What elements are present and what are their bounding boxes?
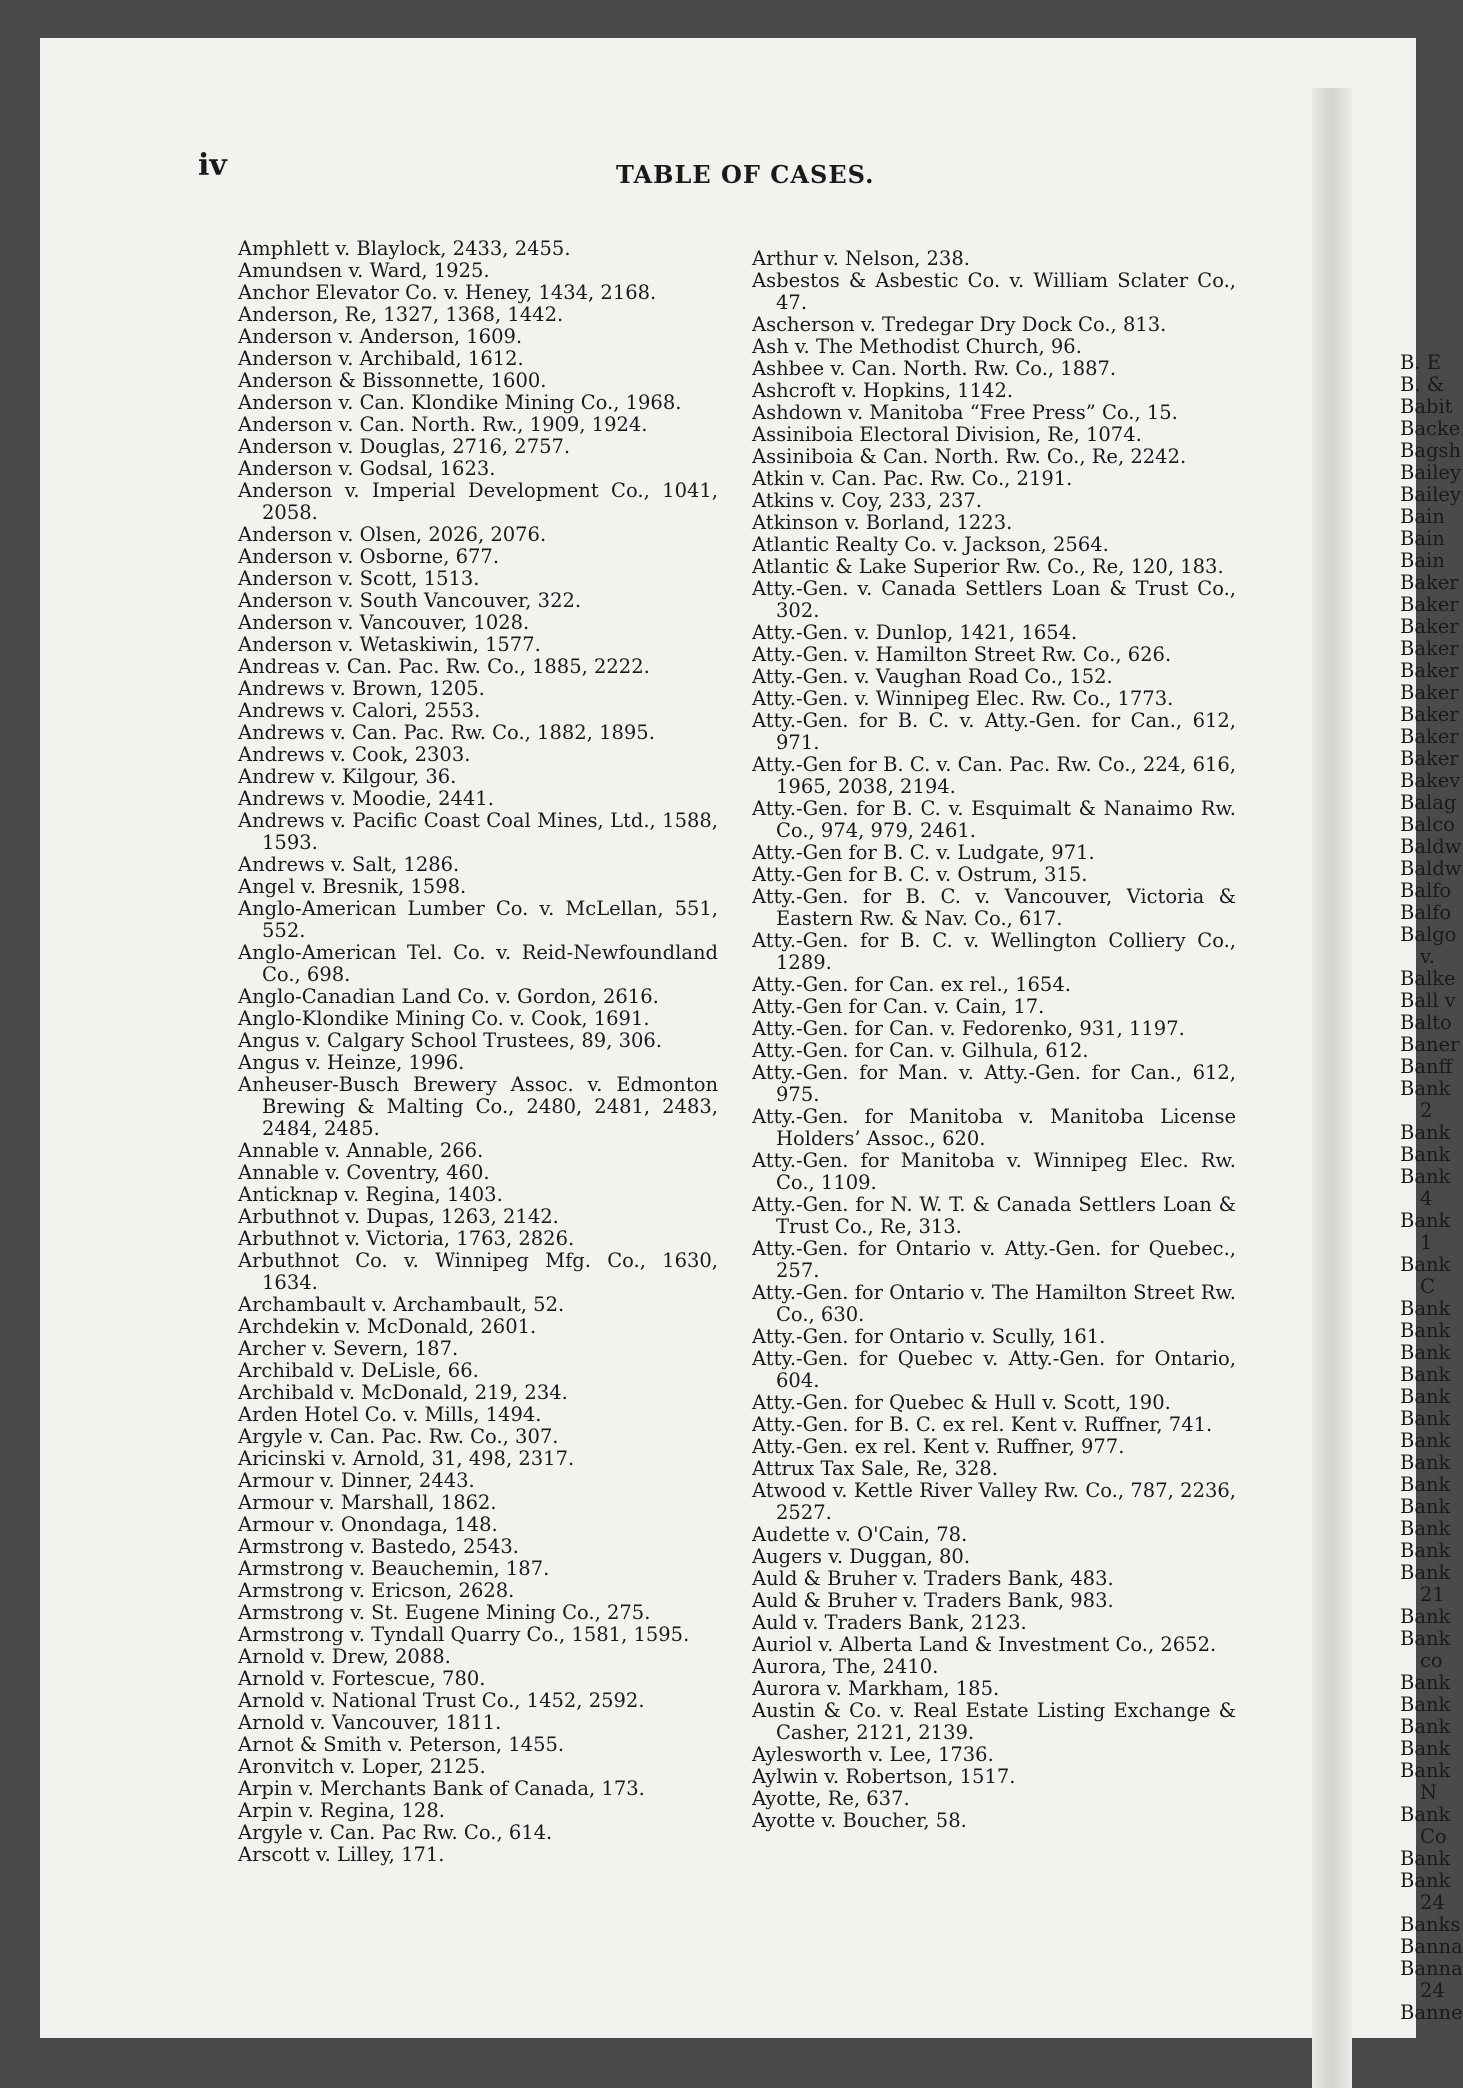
case-entry: Auriol v. Alberta Land & Investment Co., 2652.	[752, 1633, 1217, 1656]
case-entry: Atkins v. Coy, 233, 237.	[752, 489, 983, 512]
case-entry: Atty.-Gen for B. C. v. Ludgate, 971.	[752, 841, 1095, 864]
case-entry: Aylesworth v. Lee, 1736.	[752, 1743, 994, 1766]
case-entry: Baner	[1400, 1033, 1460, 1056]
case-entry: Banna	[1400, 1957, 1463, 1980]
case-entry: Atty.-Gen. for Ontario v. Atty.-Gen. for Quebec., 257.	[752, 1237, 1236, 1282]
case-entry: Ball v	[1400, 989, 1456, 1012]
case-entry: 24	[1420, 1979, 1445, 2002]
case-entry: co	[1420, 1649, 1443, 1672]
case-entry: Baker	[1400, 681, 1459, 704]
case-entry: Bank	[1400, 1165, 1451, 1188]
case-entry: Anderson v. South Vancouver, 322.	[238, 589, 582, 612]
case-entry: Atty.-Gen. v. Hamilton Street Rw. Co., 626.	[752, 643, 1172, 666]
case-entry: Baker	[1400, 703, 1459, 726]
case-entry: Asbestos & Asbestic Co. v. William Sclater Co., 47.	[752, 269, 1236, 314]
case-entry: Atty.-Gen. ex rel. Kent v. Ruffner, 977.	[752, 1435, 1125, 1458]
case-entry: Baker	[1400, 615, 1459, 638]
case-entry: Assiniboia Electoral Division, Re, 1074.	[752, 423, 1142, 446]
case-entry: Assiniboia & Can. North. Rw. Co., Re, 2242.	[752, 445, 1187, 468]
case-entry: Atty.-Gen. for Ontario v. Scully, 161.	[752, 1325, 1106, 1348]
case-entry: Bagsh	[1400, 439, 1462, 462]
case-entry: 21	[1420, 1583, 1445, 1606]
case-entry: Balag	[1400, 791, 1457, 814]
case-entry: Baker	[1400, 747, 1459, 770]
case-entry: Arnold v. Fortescue, 780.	[238, 1667, 486, 1690]
case-entry: Annable v. Coventry, 460.	[238, 1161, 490, 1184]
case-entry: Atty.-Gen. for Man. v. Atty.-Gen. for Can., 612, 975.	[752, 1061, 1236, 1106]
case-entry: Co	[1420, 1825, 1447, 1848]
case-entry: Balto	[1400, 1011, 1452, 1034]
case-entry: Austin & Co. v. Real Estate Listing Exchange & Casher, 2121, 2139.	[752, 1699, 1236, 1744]
case-entry: Balke	[1400, 967, 1456, 990]
case-entry: Balgo	[1400, 923, 1457, 946]
case-entry: Bank	[1400, 1759, 1451, 1782]
case-entry: 2	[1420, 1099, 1433, 1122]
case-entry: Archer v. Severn, 187.	[238, 1337, 459, 1360]
case-entry: Atty.-Gen. for Can. ex rel., 1654.	[752, 973, 1071, 996]
case-entry: Archibald v. DeLisle, 66.	[238, 1359, 479, 1382]
middle-column	[752, 248, 1236, 1832]
case-entry: Anglo-Klondike Mining Co. v. Cook, 1691.	[238, 1007, 650, 1030]
case-entry: Armour v. Dinner, 2443.	[238, 1469, 475, 1492]
case-entry: v.	[1420, 945, 1435, 968]
case-entry: Arnold v. Drew, 2088.	[238, 1645, 451, 1668]
case-entry: Angel v. Bresnik, 1598.	[238, 875, 467, 898]
case-entry: Bank	[1400, 1319, 1451, 1342]
case-entry: Bank	[1400, 1253, 1451, 1276]
case-entry: Armour v. Marshall, 1862.	[238, 1491, 497, 1514]
case-entry: Anderson v. Osborne, 677.	[238, 545, 500, 568]
book-page	[40, 38, 1463, 2038]
case-entry: Annable v. Annable, 266.	[238, 1139, 484, 1162]
case-entry: Atty.-Gen. for B. C. v. Wellington Colliery Co., 1289.	[752, 929, 1236, 974]
case-entry: Bank	[1400, 1385, 1451, 1408]
case-entry: Atty.-Gen. for Manitoba v. Manitoba License Holders’ Assoc., 620.	[752, 1105, 1236, 1150]
case-entry: Backe	[1400, 417, 1461, 440]
case-entry: Anglo-American Tel. Co. v. Reid-Newfoundland Co., 698.	[238, 941, 718, 986]
case-entry: Aurora v. Markham, 185.	[752, 1677, 1000, 1700]
running-header: TABLE OF CASES.	[616, 160, 875, 189]
case-entry: Atty.-Gen for B. C. v. Ostrum, 315.	[752, 863, 1088, 886]
case-entry: Andrew v. Kilgour, 36.	[238, 765, 457, 788]
case-entry: Arnold v. Vancouver, 1811.	[238, 1711, 502, 1734]
case-entry: Baker	[1400, 725, 1459, 748]
case-entry: Banne	[1400, 2001, 1463, 2024]
case-entry: Atwood v. Kettle River Valley Rw. Co., 787, 2236, 2527.	[752, 1479, 1236, 1524]
case-entry: Ascherson v. Tredegar Dry Dock Co., 813.	[752, 313, 1167, 336]
case-entry: Aronvitch v. Loper, 2125.	[238, 1755, 486, 1778]
case-entry: Bank	[1400, 1407, 1451, 1430]
case-entry: Bank	[1400, 1803, 1451, 1826]
case-entry: Anderson v. Wetaskiwin, 1577.	[238, 633, 541, 656]
case-entry: Atty.-Gen. for B. C. v. Esquimalt & Nanaimo Rw. Co., 974, 979, 2461.	[752, 797, 1236, 842]
case-entry: Arnold v. National Trust Co., 1452, 2592.	[238, 1689, 645, 1712]
case-entry: Auld & Bruher v. Traders Bank, 983.	[752, 1589, 1114, 1612]
case-entry: Atty.-Gen. for Quebec v. Atty.-Gen. for Ontario, 604.	[752, 1347, 1236, 1392]
case-entry: Baker	[1400, 593, 1459, 616]
case-entry: Anderson v. Can. Klondike Mining Co., 1968.	[238, 391, 682, 414]
case-entry: N	[1420, 1781, 1438, 1804]
case-entry: Anglo-American Lumber Co. v. McLellan, 551, 552.	[238, 897, 718, 942]
case-entry: Archdekin v. McDonald, 2601.	[238, 1315, 537, 1338]
case-entry: Atty.-Gen. for Ontario v. The Hamilton Street Rw. Co., 630.	[752, 1281, 1236, 1326]
case-entry: 1	[1420, 1231, 1433, 1254]
case-entry: Atty.-Gen. for B. C. ex rel. Kent v. Ruffner, 741.	[752, 1413, 1213, 1436]
case-entry: Anderson v. Archibald, 1612.	[238, 347, 524, 370]
case-entry: Balco	[1400, 813, 1455, 836]
case-entry: Ashcroft v. Hopkins, 1142.	[752, 379, 1014, 402]
case-entry: Bank	[1400, 1693, 1451, 1716]
case-entry: Atlantic Realty Co. v. Jackson, 2564.	[752, 533, 1109, 556]
case-entry: Andrews v. Brown, 1205.	[238, 677, 485, 700]
case-entry: Banks	[1400, 1913, 1461, 1936]
case-entry: Bank	[1400, 1517, 1451, 1540]
case-entry: Bank	[1400, 1429, 1451, 1452]
case-entry: Armstrong v. Bastedo, 2543.	[238, 1535, 519, 1558]
case-entry: Bailey	[1400, 483, 1461, 506]
case-entry: Andrews v. Cook, 2303.	[238, 743, 471, 766]
case-entry: Baker	[1400, 637, 1459, 660]
case-entry: Bank	[1400, 1627, 1451, 1650]
case-entry: Armour v. Onondaga, 148.	[238, 1513, 498, 1536]
case-entry: Anderson, Re, 1327, 1368, 1442.	[238, 303, 564, 326]
case-entry: Archambault v. Archambault, 52.	[238, 1293, 565, 1316]
case-entry: Andrews v. Salt, 1286.	[238, 853, 460, 876]
case-entry: Bank	[1400, 1539, 1451, 1562]
case-entry: Bain	[1400, 527, 1445, 550]
case-entry: Bain	[1400, 549, 1445, 572]
case-entry: Angus v. Heinze, 1996.	[238, 1051, 465, 1074]
case-entry: Baker	[1400, 659, 1459, 682]
case-entry: Armstrong v. Ericson, 2628.	[238, 1579, 515, 1602]
case-entry: Atty.-Gen. for B. C. v. Atty.-Gen. for Can., 612, 971.	[752, 709, 1236, 754]
case-entry: B. &	[1400, 373, 1445, 396]
case-entry: Auld & Bruher v. Traders Bank, 483.	[752, 1567, 1114, 1590]
case-entry: Bank	[1400, 1473, 1451, 1496]
case-entry: Baldw	[1400, 857, 1462, 880]
case-entry: Bank	[1400, 1209, 1451, 1232]
case-entry: Andrews v. Moodie, 2441.	[238, 787, 494, 810]
case-entry: Arbuthnot Co. v. Winnipeg Mfg. Co., 1630, 1634.	[238, 1249, 718, 1294]
case-entry: Bank	[1400, 1671, 1451, 1694]
case-entry: Bank	[1400, 1847, 1451, 1870]
case-entry: Atlantic & Lake Superior Rw. Co., Re, 120, 183.	[752, 555, 1224, 578]
case-entry: Argyle v. Can. Pac. Rw. Co., 307.	[238, 1425, 559, 1448]
case-entry: Bain	[1400, 505, 1445, 528]
case-entry: Arpin v. Merchants Bank of Canada, 173.	[238, 1777, 645, 1800]
case-entry: Atty.-Gen. v. Dunlop, 1421, 1654.	[752, 621, 1078, 644]
case-entry: Atty.-Gen for B. C. v. Can. Pac. Rw. Co., 224, 616, 1965, 2038, 2194.	[752, 753, 1236, 798]
case-entry: Atty.-Gen. for N. W. T. & Canada Settlers Loan & Trust Co., Re, 313.	[752, 1193, 1236, 1238]
case-entry: Archibald v. McDonald, 219, 234.	[238, 1381, 568, 1404]
case-entry: Bank	[1400, 1451, 1451, 1474]
case-entry: Bank	[1400, 1495, 1451, 1518]
case-entry: Bank	[1400, 1297, 1451, 1320]
case-entry: Bank	[1400, 1561, 1451, 1584]
case-entry: Anderson & Bissonnette, 1600.	[238, 369, 547, 392]
case-entry: Anderson v. Anderson, 1609.	[238, 325, 523, 348]
case-entry: Atkinson v. Borland, 1223.	[752, 511, 1013, 534]
case-entry: Ayotte v. Boucher, 58.	[752, 1809, 967, 1832]
case-entry: Amundsen v. Ward, 1925.	[238, 259, 490, 282]
case-entry: Ayotte, Re, 637.	[752, 1787, 910, 1810]
case-entry: Anglo-Canadian Land Co. v. Gordon, 2616.	[238, 985, 659, 1008]
right-column-fragment	[1400, 351, 1463, 2024]
case-entry: Attrux Tax Sale, Re, 328.	[752, 1457, 998, 1480]
case-entry: Anderson v. Godsal, 1623.	[238, 457, 496, 480]
case-entry: Arden Hotel Co. v. Mills, 1494.	[238, 1403, 542, 1426]
case-entry: Atty.-Gen for Can. v. Cain, 17.	[752, 995, 1045, 1018]
case-entry: Atty.-Gen. for Can. v. Fedorenko, 931, 1197.	[752, 1017, 1185, 1040]
case-entry: Atkin v. Can. Pac. Rw. Co., 2191.	[752, 467, 1073, 490]
case-entry: Banna	[1400, 1935, 1463, 1958]
case-entry: Baldw	[1400, 835, 1462, 858]
page-number: iv	[198, 148, 227, 183]
case-entry: Bailey	[1400, 461, 1461, 484]
page-gutter-shadow	[1312, 88, 1352, 2088]
case-entry: Amphlett v. Blaylock, 2433, 2455.	[238, 237, 571, 260]
case-entry: Ashdown v. Manitoba “Free Press” Co., 15.	[752, 401, 1178, 424]
case-entry: Andrews v. Can. Pac. Rw. Co., 1882, 1895.	[238, 721, 655, 744]
case-entry: Balfo	[1400, 901, 1452, 924]
case-entry: Bakev	[1400, 769, 1461, 792]
case-entry: Auld v. Traders Bank, 2123.	[752, 1611, 1027, 1634]
case-entry: B. E	[1400, 351, 1441, 374]
case-entry: 4	[1420, 1187, 1433, 1210]
case-entry: Atty.-Gen. for B. C. v. Vancouver, Victoria & Eastern Rw. & Nav. Co., 617.	[752, 885, 1236, 930]
case-entry: Audette v. O'Cain, 78.	[752, 1523, 968, 1546]
case-entry: Aylwin v. Robertson, 1517.	[752, 1765, 1016, 1788]
case-entry: Augers v. Duggan, 80.	[752, 1545, 971, 1568]
case-entry: Bank	[1400, 1341, 1451, 1364]
case-entry: Babit	[1400, 395, 1453, 418]
case-entry: Aurora, The, 2410.	[752, 1655, 939, 1678]
case-entry: Anderson v. Imperial Development Co., 1041, 2058.	[238, 479, 718, 524]
case-entry: Banff	[1400, 1055, 1453, 1078]
case-entry: Bank	[1400, 1363, 1451, 1386]
case-entry: Atty.-Gen. for Quebec & Hull v. Scott, 190.	[752, 1391, 1171, 1414]
case-entry: Atty.-Gen. for Can. v. Gilhula, 612.	[752, 1039, 1089, 1062]
case-entry: Anderson v. Can. North. Rw., 1909, 1924.	[238, 413, 648, 436]
case-entry: C	[1420, 1275, 1435, 1298]
case-entry: Bank	[1400, 1121, 1451, 1144]
case-entry: Atty.-Gen. for Manitoba v. Winnipeg Elec. Rw. Co., 1109.	[752, 1149, 1236, 1194]
case-entry: Arbuthnot v. Victoria, 1763, 2826.	[238, 1227, 575, 1250]
case-entry: Anticknap v. Regina, 1403.	[238, 1183, 503, 1206]
case-entry: Angus v. Calgary School Trustees, 89, 306.	[238, 1029, 663, 1052]
case-entry: Anderson v. Scott, 1513.	[238, 567, 480, 590]
case-entry: Arnot & Smith v. Peterson, 1455.	[238, 1733, 565, 1756]
case-entry: Arbuthnot v. Dupas, 1263, 2142.	[238, 1205, 559, 1228]
case-entry: Atty.-Gen. v. Canada Settlers Loan & Trust Co., 302.	[752, 577, 1236, 622]
case-entry: Andrews v. Calori, 2553.	[238, 699, 481, 722]
case-entry: Bank	[1400, 1737, 1451, 1760]
case-entry: Balfo	[1400, 879, 1452, 902]
case-entry: Anderson v. Olsen, 2026, 2076.	[238, 523, 547, 546]
case-entry: Armstrong v. Beauchemin, 187.	[238, 1557, 550, 1580]
case-entry: Bank	[1400, 1715, 1451, 1738]
left-column	[238, 238, 718, 1866]
case-entry: Anderson v. Vancouver, 1028.	[238, 611, 530, 634]
case-entry: 24	[1420, 1891, 1445, 1914]
case-entry: Aricinski v. Arnold, 31, 498, 2317.	[238, 1447, 575, 1470]
case-entry: Andreas v. Can. Pac. Rw. Co., 1885, 2222.	[238, 655, 650, 678]
case-entry: Anheuser-Busch Brewery Assoc. v. Edmonton Brewing & Malting Co., 2480, 2481, 2483, 2484, 2485.	[238, 1073, 718, 1140]
case-entry: Atty.-Gen. v. Vaughan Road Co., 152.	[752, 665, 1113, 688]
case-entry: Arpin v. Regina, 128.	[238, 1799, 445, 1822]
case-entry: Ashbee v. Can. North. Rw. Co., 1887.	[752, 357, 1117, 380]
case-entry: Arscott v. Lilley, 171.	[238, 1843, 445, 1866]
case-entry: Bank	[1400, 1143, 1451, 1166]
case-entry: Argyle v. Can. Pac Rw. Co., 614.	[238, 1821, 553, 1844]
case-entry: Anchor Elevator Co. v. Heney, 1434, 2168.	[238, 281, 657, 304]
case-entry: Armstrong v. Tyndall Quarry Co., 1581, 1595.	[238, 1623, 690, 1646]
case-entry: Armstrong v. St. Eugene Mining Co., 275.	[238, 1601, 651, 1624]
case-entry: Ash v. The Methodist Church, 96.	[752, 335, 1082, 358]
case-entry: Bank	[1400, 1077, 1451, 1100]
case-entry: Andrews v. Pacific Coast Coal Mines, Ltd., 1588, 1593.	[238, 809, 718, 854]
case-entry: Anderson v. Douglas, 2716, 2757.	[238, 435, 571, 458]
case-entry: Atty.-Gen. v. Winnipeg Elec. Rw. Co., 1773.	[752, 687, 1174, 710]
case-entry: Bank	[1400, 1605, 1451, 1628]
case-entry: Arthur v. Nelson, 238.	[752, 247, 970, 270]
case-entry: Bank	[1400, 1869, 1451, 1892]
case-entry: Baker	[1400, 571, 1459, 594]
